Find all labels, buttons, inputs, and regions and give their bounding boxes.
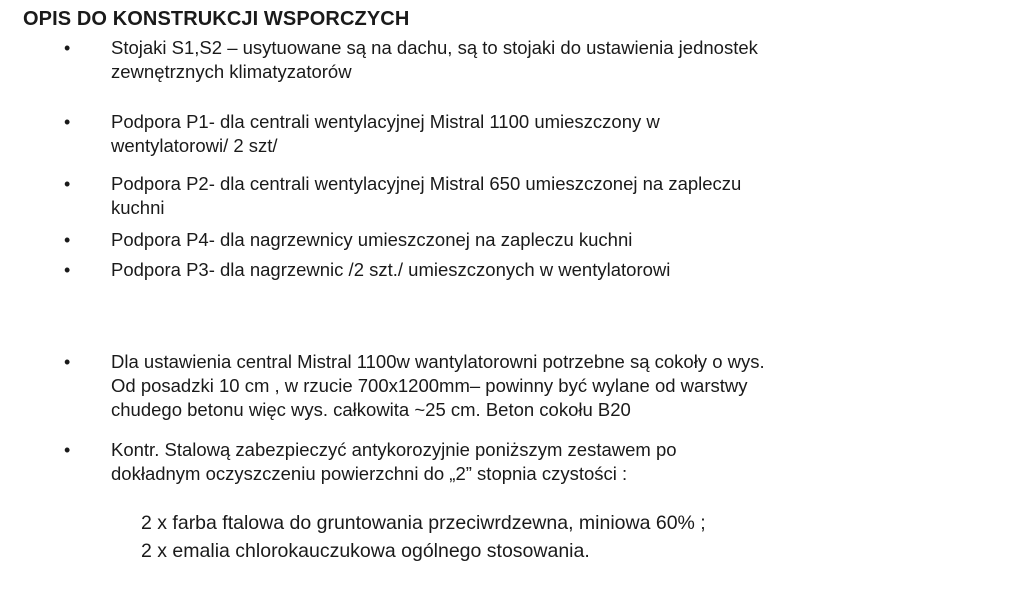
bullet-icon: •	[64, 440, 71, 460]
list-item-line: Stojaki S1,S2 – usytuowane są na dachu, są to stojaki do ustawienia jednostek	[111, 37, 758, 58]
list-item-line: chudego betonu więc wys. całkowita ~25 cm. Beton cokołu B20	[111, 399, 631, 420]
list-item	[64, 110, 660, 158]
bullet-icon: •	[64, 260, 71, 280]
list-item-line: dokładnym oczyszczeniu powierzchni do „2” stopnia czystości :	[111, 463, 628, 484]
list-item-line: zewnętrznych klimatyzatorów	[111, 61, 352, 82]
list-item-line: wentylatorowi/ 2 szt/	[111, 135, 278, 156]
list-item-line: Kontr. Stalową zabezpieczyć antykorozyjnie poniższym zestawem po	[111, 439, 677, 460]
list-item	[64, 172, 742, 220]
list-item	[64, 438, 677, 486]
list-item	[64, 36, 758, 84]
list-item	[64, 228, 633, 252]
list-item	[64, 350, 765, 422]
bullet-icon: •	[64, 112, 71, 132]
coating-line: 2 x farba ftalowa do gruntowania przeciwrdzewna, miniowa 60% ;	[141, 512, 706, 534]
bullet-icon: •	[64, 38, 71, 58]
list-item-line: Podpora P3- dla nagrzewnic /2 szt./ umieszczonych w wentylatorowi	[111, 259, 671, 280]
list-item-line: Podpora P1- dla centrali wentylacyjnej Mistral 1100 umieszczony w	[111, 111, 660, 132]
coating-line: 2 x emalia chlorokauczukowa ogólnego stosowania.	[141, 540, 590, 562]
list-item	[64, 258, 671, 282]
list-item-line: Od posadzki 10 cm , w rzucie 700x1200mm– powinny być wylane od warstwy	[111, 375, 748, 396]
bullet-icon: •	[64, 352, 71, 372]
bullet-icon: •	[64, 174, 71, 194]
list-item-line: Podpora P2- dla centrali wentylacyjnej Mistral 650 umieszczonej na zapleczu	[111, 173, 742, 194]
document-title: OPIS DO KONSTRUKCJI WSPORCZYCH	[23, 8, 410, 30]
list-item-line: Podpora P4- dla nagrzewnicy umieszczonej na zapleczu kuchni	[111, 229, 633, 250]
list-item-line: Dla ustawienia central Mistral 1100w wantylatorowni potrzebne są cokoły o wys.	[111, 351, 765, 372]
list-item-line: kuchni	[111, 197, 165, 218]
bullet-icon: •	[64, 230, 71, 250]
